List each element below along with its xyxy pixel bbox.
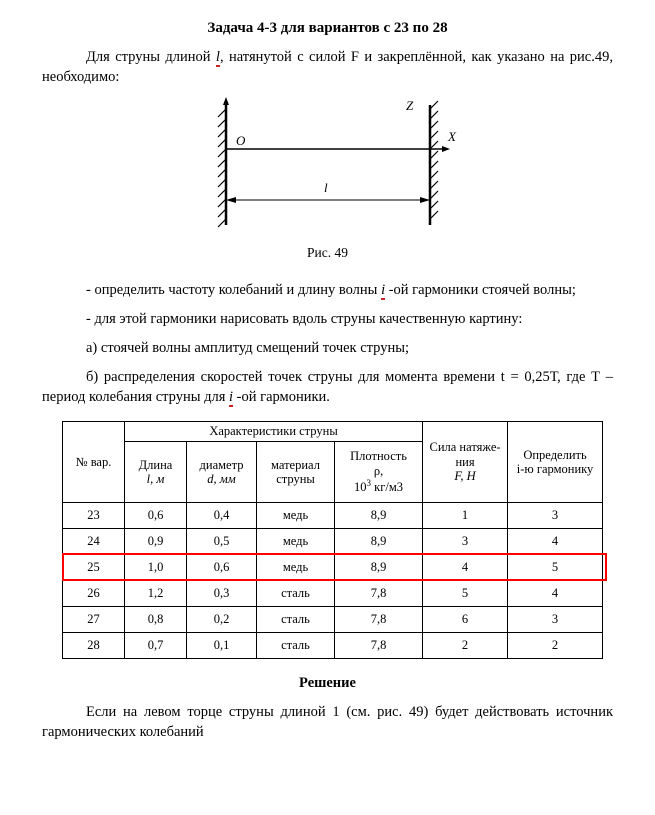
bullet-2: - для этой гармоники нарисовать вдоль струны качественную картину:	[86, 311, 523, 327]
cell-density: 8,9	[335, 555, 423, 581]
cell-force: 3	[423, 529, 508, 555]
cell-diameter: 0,3	[187, 581, 257, 607]
header-variant: № вар.	[63, 422, 125, 503]
cell-force: 5	[423, 581, 508, 607]
cell-material: медь	[257, 529, 335, 555]
variants-table	[62, 421, 603, 659]
cell-material: сталь	[257, 581, 335, 607]
bullet-4-text-a: б) распределения скоростей точек струны для момента времени t = 0,25Т, где Т – период колебания струны для	[42, 369, 613, 405]
header-determine	[508, 422, 603, 503]
cell-diameter: 0,5	[187, 529, 257, 555]
header-density-line2: ρ,	[373, 463, 384, 478]
table-row	[63, 607, 603, 633]
header-length-line2: l, м	[146, 472, 165, 486]
cell-diameter: 0,4	[187, 503, 257, 529]
cell-harmonic: 3	[508, 607, 603, 633]
figure-caption: Рис. 49	[307, 245, 348, 260]
header-diameter	[187, 442, 257, 503]
cell-length: 1,2	[125, 581, 187, 607]
harmonic-index-2: i	[229, 389, 234, 405]
intro-text-a: Для струны длиной	[86, 49, 216, 65]
table-row	[63, 529, 603, 555]
cell-density: 8,9	[335, 503, 423, 529]
svg-text:X: X	[447, 129, 456, 144]
cell-harmonic: 4	[508, 581, 603, 607]
cell-variant: 23	[63, 503, 125, 529]
cell-density: 8,9	[335, 529, 423, 555]
header-determine-line1: Определить	[523, 447, 587, 462]
cell-length: 0,6	[125, 503, 187, 529]
bullet-3: а) стоячей волны амплитуд смещений точек струны;	[86, 340, 410, 356]
cell-harmonic: 2	[508, 633, 603, 659]
cell-variant-text: 25	[87, 560, 100, 574]
cell-variant: 28	[63, 633, 125, 659]
svg-text:O: O	[235, 133, 245, 148]
cell-length: 1,0	[125, 555, 187, 581]
header-length-line1: Длина	[138, 457, 173, 472]
cell-force: 2	[423, 633, 508, 659]
header-material-line2: струны	[276, 472, 315, 486]
solution-heading: Решение	[299, 675, 356, 691]
cell-material: сталь	[257, 607, 335, 633]
cell-material: медь	[257, 503, 335, 529]
intro-text-b: , натянутой с силой F и закреплённой, как указано на рис.49, необходимо:	[42, 49, 613, 85]
header-density-line3	[337, 478, 420, 495]
header-force-line3: F, Н	[454, 469, 476, 484]
cell-diameter: 0,1	[187, 633, 257, 659]
closing-paragraph: Если на левом торце струны длиной 1 (см. рис. 49) будет действовать источник гармонических колебаний	[42, 704, 613, 740]
cell-harmonic: 5	[508, 555, 603, 581]
cell-length: 0,8	[125, 607, 187, 633]
bullet-1-text-b: -ой гармоники стоячей волны;	[385, 282, 576, 298]
cell-force: 6	[423, 607, 508, 633]
density-exponent: 3	[366, 478, 372, 489]
density-units: кг/м3	[371, 480, 403, 495]
header-diameter-line2: d, мм	[207, 472, 236, 486]
cell-variant: 24	[63, 529, 125, 555]
intro-paragraph	[42, 47, 613, 87]
cell-variant: 26	[63, 581, 125, 607]
bullet-1-text-a: - определить частоту колебаний и длину волны	[86, 282, 382, 298]
header-force	[423, 422, 508, 503]
cell-length: 0,7	[125, 633, 187, 659]
bullet-1	[42, 280, 613, 300]
bullet-4-text-b: -ой гармоники.	[233, 389, 330, 405]
cell-harmonic: 3	[508, 503, 603, 529]
cell-diameter: 0,6	[187, 555, 257, 581]
cell-diameter: 0,2	[187, 607, 257, 633]
cell-variant	[63, 555, 125, 581]
length-symbol: l	[215, 49, 220, 65]
cell-density: 7,8	[335, 607, 423, 633]
cell-harmonic: 4	[508, 529, 603, 555]
bullet-4	[42, 367, 613, 407]
header-density-line1: Плотность	[350, 449, 407, 464]
cell-material: медь	[257, 555, 335, 581]
table-row	[63, 633, 603, 659]
header-length	[125, 442, 187, 503]
table-row-highlighted	[63, 555, 603, 581]
header-material	[257, 442, 335, 503]
cell-force: 1	[423, 503, 508, 529]
cell-density: 7,8	[335, 581, 423, 607]
svg-text:l: l	[323, 180, 328, 195]
cell-force: 4	[423, 555, 508, 581]
header-force-line2: ния	[455, 454, 475, 469]
header-characteristics: Характеристики струны	[125, 422, 423, 442]
header-density	[335, 442, 423, 503]
page-title: Задача 4-3 для вариантов с 23 по 28	[207, 20, 448, 36]
cell-material: сталь	[257, 633, 335, 659]
density-base: 10	[354, 480, 367, 495]
header-force-line1: Сила натяже-	[429, 440, 501, 455]
harmonic-index-1: i	[381, 282, 386, 298]
string-diagram	[178, 97, 478, 247]
cell-density: 7,8	[335, 633, 423, 659]
table-row	[63, 503, 603, 529]
table-group-header-row	[63, 422, 603, 442]
table-row	[63, 581, 603, 607]
header-material-line1: материал	[271, 457, 320, 472]
header-determine-line2: i-ю гармонику	[516, 462, 594, 476]
header-diameter-line1: диаметр	[199, 457, 244, 472]
cell-length: 0,9	[125, 529, 187, 555]
svg-text:Z: Z	[405, 98, 413, 113]
document-page	[0, 20, 655, 815]
figure-49	[0, 97, 655, 261]
cell-variant: 27	[63, 607, 125, 633]
